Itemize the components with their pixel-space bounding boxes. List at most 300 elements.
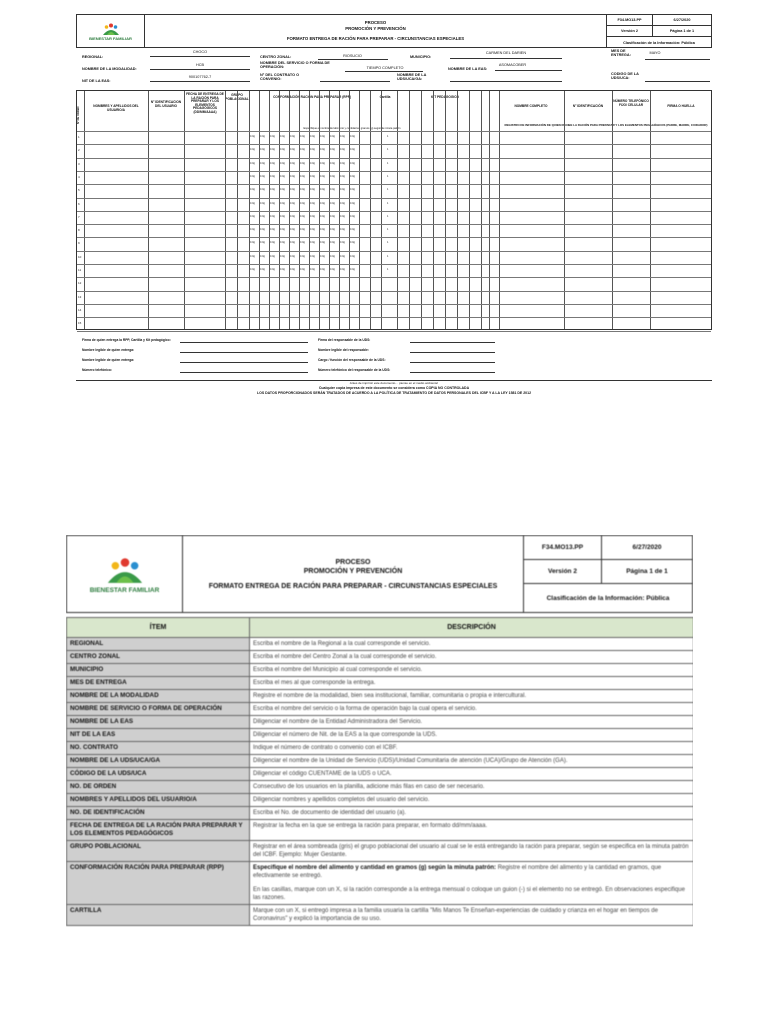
rpp-cell[interactable]: 0.0g <box>320 268 325 271</box>
footer-line2: Cualquier copia impresa de este documento se considera como COPIA NO CONTROLADA <box>318 386 470 390</box>
col-telefono-header: NÚMERO TELEFÓNICO FIJO/ CELULAR <box>613 99 649 107</box>
instruction-description <box>250 862 694 905</box>
subprocess-label-2: PROMOCIÓN Y PREVENCIÓN <box>303 567 403 575</box>
instruction-item: CÓDIGO DE LA UDS/UCA <box>67 768 250 781</box>
rpp-cell[interactable]: 0.0g <box>260 135 265 138</box>
codigo-underline[interactable] <box>645 81 710 82</box>
rpp-cell[interactable]: 0.0g <box>280 174 285 178</box>
instruction-description: Registrar en el área sombreada (gris) el grupo poblacional del usuario al cual se le está entregando la ración para preparar, según se especifica en la minuta patrón del ICBF. Ejemplo: Mujer Gestante. <box>250 841 694 862</box>
instruction-row <box>67 841 694 862</box>
rpp-cell[interactable]: 0.0g <box>310 228 315 232</box>
form-code: F34.MO13.PP <box>607 15 653 26</box>
rpp-cell[interactable]: 0.0g <box>320 148 325 152</box>
rpp-cell[interactable]: 0.0g <box>350 201 355 205</box>
grid-row-line <box>77 331 711 332</box>
rpp-cell[interactable]: 0.0g <box>330 135 335 138</box>
rpp-cell[interactable]: 0.0g <box>290 188 295 192</box>
municipio-label: MUNICIPIO: <box>410 55 432 59</box>
grid-row-line <box>77 317 711 318</box>
rpp-cell[interactable]: 0.0g <box>320 161 325 165</box>
rpp-cell[interactable]: 0.0g <box>340 268 345 271</box>
sig-resp-tel-label: Número telefónico del responsable de la UDS: <box>318 368 391 372</box>
rpp-cell[interactable]: 0.0g <box>270 188 275 192</box>
sig-resp-nombre-line[interactable] <box>410 352 495 353</box>
cartilla-cell[interactable]: 1 <box>387 254 389 258</box>
sig-resp-cargo-line[interactable] <box>410 362 495 363</box>
rpp-cell[interactable]: 0.0g <box>350 241 355 245</box>
instruction-row <box>67 729 694 742</box>
nit-value[interactable]: 900107762-7 <box>188 75 212 79</box>
logo-cell <box>77 15 145 47</box>
grid-row-line <box>77 144 711 145</box>
rpp-cell[interactable]: 0.0g <box>300 174 305 178</box>
rpp-cell[interactable]: 0.0g <box>270 174 275 178</box>
sig-nombre2-line[interactable] <box>180 362 308 363</box>
sig-resp-line[interactable] <box>410 342 495 343</box>
instruction-description: Diligenciar nombres y apellidos completos del usuario del servicio. <box>250 794 694 807</box>
rpp-cell[interactable]: 0.0g <box>330 214 335 218</box>
instruction-description: Consecutivo de los usuarios en la planilla, adicione más filas en caso de ser necesario. <box>250 781 694 794</box>
cartilla-cell[interactable]: 1 <box>387 241 389 245</box>
instruction-item: MES DE ENTREGA <box>67 677 250 690</box>
regional-value[interactable]: CHOCO <box>192 50 208 54</box>
rpp-cell[interactable]: 0.0g <box>290 228 295 232</box>
rpp-cell[interactable]: 0.0g <box>310 148 315 152</box>
sig-nombre1-line[interactable] <box>180 352 308 353</box>
meta-cell <box>607 15 711 47</box>
cartilla-cell[interactable]: 1 <box>387 135 389 138</box>
grid-row-line <box>77 224 711 225</box>
sig-resp-tel-line[interactable] <box>410 372 495 373</box>
instruction-description-bold: Especifique el nombre del alimento y cantidad en gramos (g) según la minuta patrón: <box>253 865 497 871</box>
rpp-cell[interactable]: 0.0g <box>340 174 345 178</box>
rpp-cell[interactable]: 0.0g <box>320 174 325 178</box>
sig-entrega-line[interactable] <box>180 342 308 343</box>
rpp-cell[interactable]: 0.0g <box>280 161 285 165</box>
rpp-cell[interactable]: 0.0g <box>260 188 265 192</box>
form-title: FORMATO ENTREGA DE RACIÓN PARA PREPARAR - CIRCUNSTANCIAS ESPECIALES <box>286 36 465 41</box>
eas-value[interactable]: ASOMACOBER <box>498 63 527 67</box>
rpp-cell[interactable]: 0.0g <box>260 148 265 152</box>
rpp-cell[interactable]: 0.0g <box>310 201 315 205</box>
rpp-cell[interactable]: 0.0g <box>280 228 285 232</box>
rpp-cell[interactable]: 0.0g <box>260 201 265 205</box>
rpp-cell[interactable]: 0.0g <box>300 161 305 165</box>
uds-label: NOMBRE DE LA UDS/UCA/GA: <box>397 73 427 81</box>
instruction-description-extra: En las casillas, marque con un X, si la ración corresponde a la entrega mensual o coloque un guion (-) si el elemento no se entregó. En observaciones especifique las razones. <box>253 887 685 901</box>
rpp-cell[interactable]: 0.0g <box>310 254 315 258</box>
form-classification-2: Clasificación de la Información: Pública <box>546 595 670 602</box>
logo-cell-2 <box>67 536 183 612</box>
cartilla-cell[interactable]: 1 <box>387 188 389 192</box>
instruction-row <box>67 638 694 651</box>
servicio-value[interactable]: TIEMPO COMPLETO <box>366 66 404 70</box>
rpp-sub-note: Especifique el nombre del alimento y cantidad en gramos (g) según la minuta patrón <box>303 127 401 130</box>
instruction-item: FECHA DE ENTREGA DE LA RACIÓN PARA PREPARAR Y LOS ELEMENTOS PEDAGÓGICOS <box>67 820 250 841</box>
delivery-grid <box>76 90 712 330</box>
rpp-cell[interactable]: 0.0g <box>290 268 295 271</box>
rpp-cell[interactable]: 0.0g <box>320 201 325 205</box>
grid-row-line <box>77 198 711 199</box>
centro-zonal-label: CENTRO ZONAL: <box>260 55 292 59</box>
rpp-cell[interactable]: 0.0g <box>350 148 355 152</box>
instruction-row <box>67 703 694 716</box>
rpp-cell[interactable]: 0.0g <box>250 228 255 232</box>
instruction-description: Diligenciar el nombre de la Entidad Administradora del Servicio. <box>250 716 694 729</box>
rpp-cell[interactable]: 0.0g <box>330 254 335 258</box>
instruction-description: Escriba el mes al que corresponde la entrega. <box>250 677 694 690</box>
footer-line3: LOS DATOS PROPORCIONADOS SERÁN TRATADOS DE ACUERDO A LA POLÍTICA DE TRATAMIENTO DE DATOS PERSONALES DEL ICBF Y A LA LEY 1581 DE 2012 <box>256 391 532 395</box>
sig-resp-cargo-label: Cargo / función del responsable de la UDS: <box>318 358 386 362</box>
rpp-cell[interactable]: 0.0g <box>270 254 275 258</box>
instruction-row <box>67 664 694 677</box>
icbf-logo-icon-2 <box>101 555 149 585</box>
row-number: 1 <box>78 135 80 139</box>
form-title-2: FORMATO ENTREGA DE RACIÓN PARA PREPARAR - CIRCUNSTANCIAS ESPECIALES <box>208 582 498 590</box>
instruction-item: CONFORMACIÓN RACIÓN PARA PREPARAR (RPP) <box>67 862 250 905</box>
col-grupo-header: GRUPO POBLACIONAL <box>225 93 249 101</box>
rpp-cell[interactable]: 0.0g <box>270 241 275 245</box>
row-number: 11 <box>78 268 82 272</box>
rpp-cell[interactable]: 0.0g <box>270 214 275 218</box>
rpp-cell[interactable]: 0.0g <box>290 201 295 205</box>
rpp-cell[interactable]: 0.0g <box>300 241 305 245</box>
rpp-cell[interactable]: 0.0g <box>250 254 255 258</box>
rpp-cell[interactable]: 0.0g <box>290 254 295 258</box>
rpp-cell[interactable]: 0.0g <box>280 135 285 138</box>
rpp-cell[interactable]: 0.0g <box>300 135 305 138</box>
row-number: 5 <box>78 188 80 193</box>
municipio-value[interactable]: CARMEN DEL DARIEN <box>485 51 527 55</box>
rpp-cell[interactable]: 0.0g <box>330 188 335 192</box>
rpp-cell[interactable]: 0.0g <box>350 254 355 258</box>
rpp-cell[interactable]: 0.0g <box>320 228 325 232</box>
rpp-cell[interactable]: 0.0g <box>280 214 285 218</box>
instruction-description-text: Registre el nombre del alimento y la cantidad en gramos, que efectivamente se entregó. <box>253 865 662 879</box>
instruction-description: Registrar la fecha en la que se entrega la ración para preparar, en formato dd/mm/aaaa. <box>250 820 694 841</box>
rpp-cell[interactable]: 0.0g <box>250 188 255 192</box>
logo-text: BIENESTAR FAMILIAR <box>89 35 132 41</box>
col-ident2-header: N° IDENTIFICACIÓN <box>572 104 604 108</box>
instruction-description: Indique el número de contrato o convenio con el ICBF. <box>250 742 694 755</box>
sig-resp-nombre-label: Nombre legible del responsable: <box>318 348 369 352</box>
rpp-cell[interactable]: 0.0g <box>270 228 275 232</box>
row-number: 10 <box>78 254 82 259</box>
rpp-cell[interactable]: 0.0g <box>270 161 275 165</box>
cartilla-cell[interactable]: 1 <box>387 148 389 152</box>
sig-telefono-line[interactable] <box>180 372 308 373</box>
form-date-2: 6/27/2020 <box>602 536 692 560</box>
instruction-row <box>67 862 694 905</box>
rpp-cell[interactable]: 0.0g <box>300 268 305 271</box>
rpp-cell[interactable]: 0.0g <box>310 174 315 178</box>
rpp-cell[interactable]: 0.0g <box>300 188 305 192</box>
rpp-cell[interactable]: 0.0g <box>340 228 345 232</box>
rpp-cell[interactable]: 0.0g <box>270 135 275 138</box>
rpp-cell[interactable]: 0.0g <box>300 228 305 232</box>
instruction-row <box>67 716 694 729</box>
instruction-item: REGIONAL <box>67 638 250 651</box>
rpp-cell[interactable]: 0.0g <box>250 214 255 218</box>
form-classification: Clasificación de la Información: Pública <box>623 41 695 45</box>
rpp-cell[interactable]: 0.0g <box>250 268 255 271</box>
rpp-cell[interactable]: 0.0g <box>300 254 305 258</box>
rpp-cell[interactable]: 0.0g <box>280 254 285 258</box>
rpp-cell[interactable]: 0.0g <box>290 174 295 178</box>
rpp-cell[interactable]: 0.0g <box>340 135 345 138</box>
rpp-cell[interactable]: 0.0g <box>290 214 295 218</box>
cartilla-cell[interactable]: 1 <box>387 161 389 165</box>
sig-entrega-label: Firma de quien entrega la RPP, Cartilla y Kit pedagógico: <box>82 338 171 342</box>
form-page-2: Página 1 de 1 <box>602 560 692 584</box>
process-label-2: PROCESO <box>335 558 371 566</box>
instruction-row <box>67 651 694 664</box>
rpp-cell[interactable]: 0.0g <box>340 241 345 245</box>
instruction-row <box>67 755 694 768</box>
rpp-cell[interactable]: 0.0g <box>270 201 275 205</box>
form-date: 6/27/2020 <box>653 15 711 26</box>
col-kit-header: KIT PEDAGOGICO <box>431 95 459 99</box>
codigo-label: CODIGO DE LA UDS/UCA: <box>611 72 639 80</box>
rpp-cell[interactable]: 0.0g <box>290 148 295 152</box>
instruction-row <box>67 807 694 820</box>
nit-underline <box>150 81 250 82</box>
icbf-logo-icon <box>100 22 122 36</box>
grid-row-line <box>77 264 711 265</box>
rpp-cell[interactable]: 0.0g <box>350 174 355 178</box>
centro-zonal-underline <box>318 59 388 60</box>
eas-underline <box>495 70 562 71</box>
modalidad-underline <box>150 69 250 70</box>
rpp-cell[interactable]: 0.0g <box>330 161 335 165</box>
modalidad-value[interactable]: HCB <box>195 63 205 67</box>
form-header <box>76 14 712 48</box>
instruction-item: NOMBRE DE SERVICIO O FORMA DE OPERACIÓN <box>67 703 250 716</box>
rpp-cell[interactable]: 0.0g <box>250 161 255 165</box>
rpp-cell[interactable]: 0.0g <box>260 174 265 178</box>
instruction-item: NOMBRE DE LA MODALIDAD <box>67 690 250 703</box>
instruction-description: Diligenciar el código CUENTAME de la UDS o UCA. <box>250 768 694 781</box>
rpp-cell[interactable]: 0.0g <box>310 135 315 138</box>
rpp-cell[interactable]: 0.0g <box>340 254 345 258</box>
row-number: 8 <box>78 228 80 233</box>
rpp-cell[interactable]: 0.0g <box>310 161 315 165</box>
mes-underline <box>645 59 710 60</box>
rpp-cell[interactable]: 0.0g <box>290 135 295 138</box>
mes-label: MES DE ENTREGA: <box>611 49 631 57</box>
grid-row-line <box>77 171 711 172</box>
rpp-cell[interactable]: 0.0g <box>280 241 285 245</box>
rpp-cell[interactable]: 0.0g <box>270 148 275 152</box>
title-cell <box>145 15 607 47</box>
rpp-cell[interactable]: 0.0g <box>290 241 295 245</box>
subprocess-label: PROMOCIÓN Y PREVENCIÓN <box>345 26 406 31</box>
process-label: PROCESO <box>364 20 387 25</box>
rpp-cell[interactable]: 0.0g <box>350 135 355 138</box>
rpp-cell[interactable]: 0.0g <box>330 201 335 205</box>
regional-label: REGIONAL: <box>82 55 104 59</box>
rpp-cell[interactable]: 0.0g <box>300 201 305 205</box>
rpp-cell[interactable]: 0.0g <box>330 241 335 245</box>
rpp-cell[interactable]: 0.0g <box>330 228 335 232</box>
instruction-item: CENTRO ZONAL <box>67 651 250 664</box>
servicio-underline <box>345 71 423 72</box>
instruction-description: Escriba el No. de documento de identidad del usuario (a). <box>250 807 694 820</box>
rpp-cell[interactable]: 0.0g <box>330 268 335 271</box>
rpp-cell[interactable]: 0.0g <box>270 268 275 271</box>
instruction-item: NO. CONTRATO <box>67 742 250 755</box>
rpp-cell[interactable]: 0.0g <box>280 268 285 271</box>
instruction-item: GRUPO POBLACIONAL <box>67 841 250 862</box>
instruction-row <box>67 742 694 755</box>
row-number: 4 <box>78 174 80 179</box>
rpp-cell[interactable]: 0.0g <box>250 148 255 152</box>
rpp-cell[interactable]: 0.0g <box>340 188 345 192</box>
sig-nombre1-label: Nombre legible de quien entrega: <box>82 348 135 352</box>
cartilla-cell[interactable]: 1 <box>387 201 389 205</box>
rpp-cell[interactable]: 0.0g <box>290 161 295 165</box>
instruction-description: Escriba el nombre de la Regional a la cual corresponde el servicio. <box>250 638 694 651</box>
grid-row-line <box>77 251 711 252</box>
instruction-row <box>67 794 694 807</box>
row-number: 7 <box>78 214 80 219</box>
form-version-2: Versión 2 <box>524 560 602 584</box>
instruction-description: Escriba el nombre del Centro Zonal a la cual corresponde el servicio. <box>250 651 694 664</box>
grid-header-line <box>77 131 711 132</box>
sig-resp-label: Firma del responsable de la UDS: <box>318 338 371 342</box>
rpp-cell[interactable]: 0.0g <box>320 254 325 258</box>
instruction-item: MUNICIPIO <box>67 664 250 677</box>
rpp-cell[interactable]: 0.0g <box>260 214 265 218</box>
rpp-cell[interactable]: 0.0g <box>250 174 255 178</box>
instruction-item: NOMBRES Y APELLIDOS DEL USUARIO/A <box>67 794 250 807</box>
col-nombres-header: NOMBRES Y APELLIDOS DEL USUARIO/A <box>93 104 139 112</box>
instruction-description: Diligenciar el nombre de la Unidad de Servicio (UDS)/Unidad Comunitaria de atención (UCA)/Grupo de Atención (GA). <box>250 755 694 768</box>
rpp-cell[interactable]: 0.0g <box>320 188 325 192</box>
rpp-cell[interactable]: 0.0g <box>310 241 315 245</box>
row-number: 13 <box>78 294 82 299</box>
rpp-cell[interactable]: 0.0g <box>260 161 265 165</box>
municipio-underline <box>450 58 562 59</box>
cartilla-cell[interactable]: 1 <box>387 174 389 178</box>
instruction-description: Registre el nombre de la modalidad, bien sea institucional, familiar, comunitaria o propia e intercultural. <box>250 690 694 703</box>
regional-underline <box>150 56 250 57</box>
sig-nombre2-label: Nombre legible de quien entrega: <box>82 358 135 362</box>
row-number: 12 <box>78 281 82 286</box>
rpp-cell[interactable]: 0.0g <box>340 201 345 205</box>
grid-row-line <box>77 277 711 278</box>
row-number: 15 <box>78 321 82 326</box>
rpp-cell[interactable]: 0.0g <box>350 268 355 271</box>
form-code-2: F34.MO13.PP <box>524 536 602 560</box>
rpp-cell[interactable]: 0.0g <box>260 228 265 232</box>
rpp-cell[interactable]: 0.0g <box>280 148 285 152</box>
rpp-cell[interactable]: 0.0g <box>310 188 315 192</box>
instruction-row <box>67 677 694 690</box>
grid-row-line <box>77 211 711 212</box>
sig-telefono-label: Número telefónico: <box>82 368 113 372</box>
mes-value[interactable]: MAYO <box>649 51 661 55</box>
col-fecha-header: FECHA DE ENTREGA DE LA RACIÓN PARA PREPARAR Y LOS ELEMENTOS PEDAGÓGICOS (DD/MM/AAAA) <box>186 92 224 114</box>
rpp-cell[interactable]: 0.0g <box>350 188 355 192</box>
grid-row-line <box>77 184 711 185</box>
rpp-cell[interactable]: 0.0g <box>320 241 325 245</box>
centro-zonal-value[interactable]: RIOSUCIO <box>343 54 362 58</box>
rpp-cell[interactable]: 0.0g <box>250 135 255 138</box>
rpp-cell[interactable]: 0.0g <box>350 161 355 165</box>
rpp-cell[interactable]: 0.0g <box>250 241 255 245</box>
rpp-cell[interactable]: 0.0g <box>250 201 255 205</box>
rpp-cell[interactable]: 0.0g <box>350 228 355 232</box>
footer-line1: Antes de imprimir este documento… piense en el medio ambiente! <box>349 381 439 385</box>
rpp-cell[interactable]: 0.0g <box>330 148 335 152</box>
rpp-cell[interactable]: 0.0g <box>350 214 355 218</box>
instruction-description: Escriba el nombre del Municipio al cual corresponde el servicio. <box>250 664 694 677</box>
rpp-cell[interactable]: 0.0g <box>310 214 315 218</box>
rpp-cell[interactable]: 0.0g <box>340 161 345 165</box>
rpp-cell[interactable]: 0.0g <box>310 268 315 271</box>
instruction-description: Diligenciar el número de Nit. de la EAS a la que corresponde la UDS. <box>250 729 694 742</box>
title-cell-2 <box>183 536 524 612</box>
nit-label: NIT DE LA EAS: <box>82 79 111 83</box>
instructions-header <box>66 535 693 613</box>
modalidad-label: NOMBRE DE LA MODALIDAD: <box>82 67 137 71</box>
rpp-cell[interactable]: 0.0g <box>330 174 335 178</box>
instruction-row <box>67 690 694 703</box>
item-header: ÍTEM <box>67 618 250 638</box>
instruction-row <box>67 905 694 926</box>
instruction-row <box>67 768 694 781</box>
grid-row-line <box>77 291 711 292</box>
rpp-cell[interactable]: 0.0g <box>280 201 285 205</box>
col-firma-header: FIRMA O HUELLA <box>667 104 695 108</box>
instructions-table <box>66 617 693 926</box>
instructions-page <box>66 535 693 1024</box>
logo-text-2: BIENESTAR FAMILIAR <box>89 586 160 594</box>
instruction-item: NO. DE IDENTIFICACIÓN <box>67 807 250 820</box>
grid-row-line <box>77 237 711 238</box>
rpp-cell[interactable]: 0.0g <box>320 214 325 218</box>
instruction-row <box>67 781 694 794</box>
instruction-row <box>67 820 694 841</box>
col-rpp-header: CONFORMACIÓN RACIÓN PARA PREPARAR (RPP) <box>273 95 351 99</box>
form-version: Versión 2 <box>607 26 653 37</box>
form-page: Página 1 de 1 <box>653 26 711 37</box>
contrato-underline[interactable] <box>320 81 390 82</box>
contrato-label: N° DEL CONTRATO O CONVENIO: <box>260 73 300 81</box>
cartilla-cell[interactable]: 1 <box>387 268 389 271</box>
rpp-cell[interactable]: 0.0g <box>260 254 265 258</box>
instruction-item: NOMBRE DE LA UDS/UCA/GA <box>67 755 250 768</box>
grid-row-line <box>77 304 711 305</box>
uds-underline[interactable] <box>450 81 562 82</box>
grid-row-line <box>77 158 711 159</box>
rpp-cell[interactable]: 0.0g <box>320 135 325 138</box>
instruction-item: NO. DE ORDEN <box>67 781 250 794</box>
rpp-cell[interactable]: 0.0g <box>340 148 345 152</box>
rpp-cell[interactable]: 0.0g <box>340 214 345 218</box>
row-number: 3 <box>78 161 80 166</box>
cartilla-cell[interactable]: 1 <box>387 228 389 232</box>
cartilla-cell[interactable]: 1 <box>387 214 389 218</box>
col-ident-header: N° IDENTIFICACION DEL USUARIO <box>150 100 182 108</box>
rpp-cell[interactable]: 0.0g <box>260 268 265 271</box>
rpp-cell[interactable]: 0.0g <box>280 188 285 192</box>
row-number: 2 <box>78 148 80 153</box>
rpp-cell[interactable]: 0.0g <box>300 214 305 218</box>
rpp-cell[interactable]: 0.0g <box>300 148 305 152</box>
rpp-cell[interactable]: 0.0g <box>260 241 265 245</box>
